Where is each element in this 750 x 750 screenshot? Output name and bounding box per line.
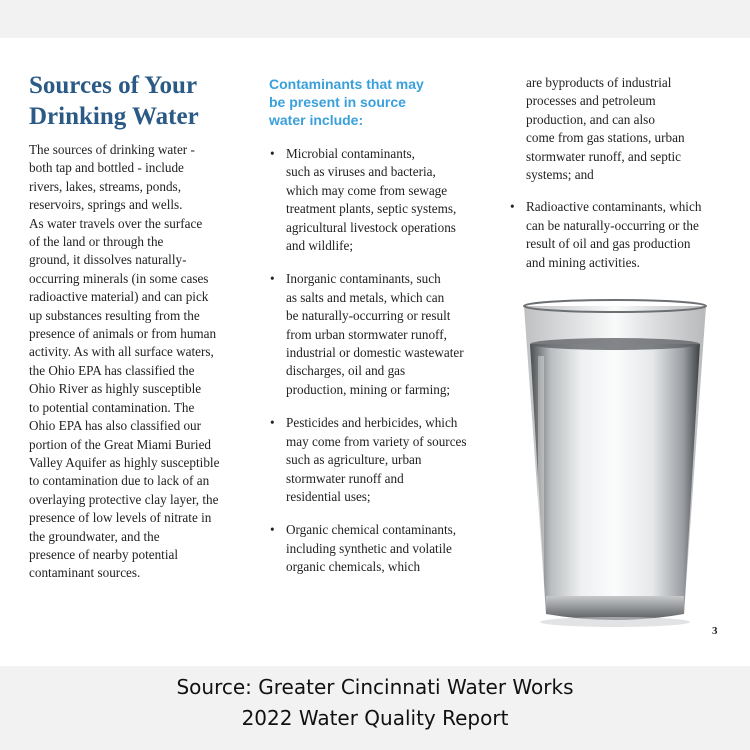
list-item-microbial: [268, 145, 513, 255]
text-line: The sources of drinking water -: [29, 142, 195, 157]
text-line: occurring minerals (in some cases: [29, 270, 209, 286]
text-line: including synthetic and volatile: [286, 540, 452, 556]
text-line: presence of animals or from human: [29, 326, 217, 342]
text-line: result of oil and gas production: [526, 236, 691, 252]
text-line: both tap and bottled - include: [29, 160, 184, 176]
text-line: may come from variety of sources: [286, 433, 467, 449]
text-line: Pesticides and herbicides, which: [286, 415, 458, 431]
text-line: treatment plants, septic systems,: [286, 201, 457, 217]
text-line: and wildlife;: [286, 238, 354, 254]
text-line: systems; and: [526, 167, 594, 183]
organic-contaminants-continuation: [507, 74, 742, 184]
heading-line: Sources of Your: [29, 72, 198, 99]
text-line: overlaying protective clay layer, the: [29, 491, 219, 507]
text-line: industrial or domestic wastewater: [286, 345, 464, 361]
page-number: 3: [712, 625, 718, 637]
text-line: of the land or through the: [29, 234, 164, 250]
list-item-pesticides: [268, 414, 513, 506]
text-line: Radioactive contaminants, which: [526, 199, 702, 215]
text-line: ground, it dissolves naturally-: [29, 252, 187, 268]
list-item-organic: [268, 521, 513, 576]
text-line: Organic chemical contaminants,: [286, 522, 457, 538]
bullet-icon: •: [270, 522, 275, 538]
text-line: such as agriculture, urban: [286, 452, 422, 468]
text-line: radioactive material) and can pick: [29, 289, 209, 305]
text-line: As water travels over the surface: [29, 215, 203, 231]
subheading-line: water include:: [269, 112, 364, 128]
source-caption: [0, 672, 750, 734]
text-line: agricultural livestock operations: [286, 219, 456, 235]
sources-paragraph: [29, 141, 264, 583]
bullet-icon: •: [270, 415, 275, 431]
contaminants-list: [268, 145, 513, 592]
text-line: rivers, lakes, streams, ponds,: [29, 178, 181, 194]
text-line: Ohio EPA has also classified our: [29, 418, 202, 434]
text-line: are byproducts of industrial: [526, 75, 672, 90]
text-line: such as viruses and bacteria,: [286, 164, 436, 180]
text-line: presence of low levels of nitrate in: [29, 510, 212, 526]
text-line: the groundwater, and the: [29, 528, 160, 544]
text-line: and mining activities.: [526, 254, 640, 270]
caption-line: 2022 Water Quality Report: [241, 706, 509, 730]
heading-line: Drinking Water: [29, 103, 199, 130]
text-line: Microbial contaminants,: [286, 146, 415, 161]
text-line: Valley Aquifer as highly susceptible: [29, 454, 220, 470]
list-item-radioactive: [507, 198, 742, 272]
text-line: portion of the Great Miami Buried: [29, 436, 212, 452]
contaminants-list-continued: [507, 74, 742, 272]
text-line: reservoirs, springs and wells.: [29, 197, 183, 213]
text-line: the Ohio EPA has classified the: [29, 362, 195, 378]
text-line: Inorganic contaminants, such: [286, 271, 441, 287]
text-line: as salts and metals, which can: [286, 289, 445, 305]
text-line: can be naturally-occurring or the: [526, 217, 699, 233]
contaminants-subheading: [269, 75, 469, 129]
text-line: processes and petroleum: [526, 93, 656, 109]
subheading-line: Contaminants that may: [269, 76, 424, 92]
text-line: which may come from sewage: [286, 182, 448, 198]
water-glass-image: [516, 296, 714, 634]
text-line: production, and can also: [526, 111, 655, 127]
text-line: Ohio River as highly susceptible: [29, 381, 202, 397]
text-line: be naturally-occurring or result: [286, 308, 451, 324]
text-line: stormwater runoff, and septic: [526, 148, 682, 164]
text-line: production, mining or farming;: [286, 381, 451, 397]
text-line: from urban stormwater runoff,: [286, 326, 447, 342]
text-line: up substances resulting from the: [29, 307, 200, 323]
bullet-icon: •: [270, 146, 275, 161]
text-line: presence of nearby potential: [29, 546, 179, 562]
text-line: discharges, oil and gas: [286, 363, 406, 379]
text-line: residential uses;: [286, 488, 371, 504]
subheading-line: be present in source: [269, 94, 406, 110]
text-line: contaminant sources.: [29, 565, 141, 581]
text-line: organic chemicals, which: [286, 559, 421, 575]
page-heading: [29, 70, 259, 132]
text-line: stormwater runoff and: [286, 470, 404, 486]
caption-line: Source: Greater Cincinnati Water Works: [176, 675, 574, 699]
text-line: activity. As with all surface waters,: [29, 344, 214, 360]
text-line: come from gas stations, urban: [526, 130, 685, 146]
bullet-icon: •: [510, 199, 515, 215]
text-line: to potential contamination. The: [29, 399, 195, 415]
bullet-icon: •: [270, 271, 275, 287]
text-line: to contamination due to lack of an: [29, 473, 210, 489]
list-item-inorganic: [268, 270, 513, 399]
